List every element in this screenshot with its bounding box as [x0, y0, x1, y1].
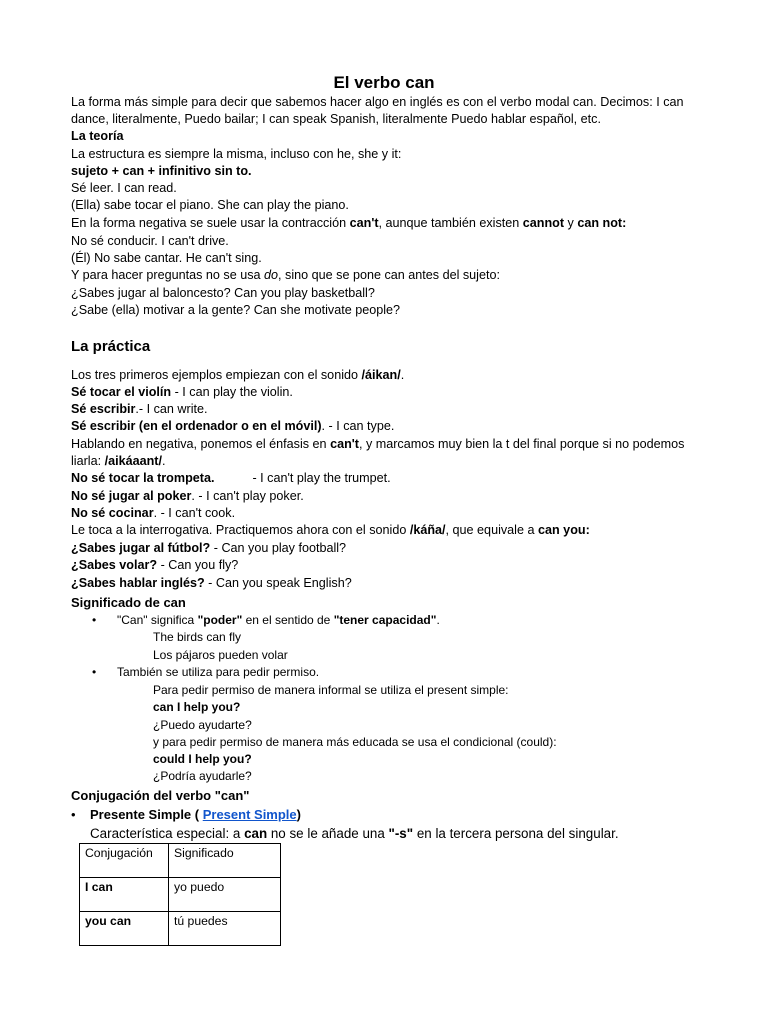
practica-line-13: ¿Sabes hablar inglés? - Can you speak English?	[71, 576, 352, 590]
significado-example-2: Los pájaros pueden volar	[153, 648, 288, 662]
table-row	[80, 878, 281, 912]
practica-line-8: No sé jugar al poker. - I can't play poker.	[71, 489, 304, 503]
bullet-icon: •	[71, 807, 76, 822]
teoria-line-1: La estructura es siempre la misma, incluso con he, she y it:	[71, 147, 402, 161]
table-cell: yo puedo	[169, 878, 281, 912]
teoria-example-5: ¿Sabes jugar al baloncesto? Can you play basketball?	[71, 286, 375, 300]
significado-bullet-1: "Can" significa "poder" en el sentido de "tener capacidad".	[117, 613, 440, 627]
table-header-cell: Conjugación	[80, 844, 169, 878]
teoria-example-6: ¿Sabe (ella) motivar a la gente? Can she motivate people?	[71, 303, 401, 317]
permiso-line-4: y para pedir permiso de manera más educada se usa el condicional (could):	[153, 735, 557, 749]
significado-bullet-2: También se utiliza para pedir permiso.	[117, 665, 320, 679]
practica-line-5: Hablando en negativa, ponemos el énfasis en can't, y marcamos muy bien la t del final porque si no podemos	[71, 437, 685, 451]
practica-heading: La práctica	[71, 338, 151, 355]
teoria-example-1: Sé leer. I can read.	[71, 181, 177, 195]
teoria-heading: La teoría	[71, 129, 124, 143]
presente-simple-item: Presente Simple ( Present Simple)	[90, 807, 301, 822]
teoria-example-2: (Ella) sabe tocar el piano. She can play the piano.	[71, 198, 349, 212]
conjugation-table	[79, 843, 281, 946]
practica-line-11: ¿Sabes jugar al fútbol? - Can you play football?	[71, 541, 347, 555]
teoria-example-4: (Él) No sabe cantar. He can't sing.	[71, 251, 262, 265]
teoria-question-rule: Y para hacer preguntas no se usa do, sino que se pone can antes del sujeto:	[71, 268, 500, 282]
permiso-line-3: ¿Puedo ayudarte?	[153, 718, 252, 732]
practica-line-10: Le toca a la interrogativa. Practiquemos ahora con el sonido /káña/, que equivale a can you:	[71, 523, 590, 537]
practica-line-12: ¿Sabes volar? - Can you fly?	[71, 558, 239, 572]
permiso-line-2: can I help you?	[153, 700, 241, 714]
practica-line-1: Los tres primeros ejemplos empiezan con el sonido /áikan/.	[71, 368, 405, 382]
practica-line-9: No sé cocinar. - I can't cook.	[71, 506, 236, 520]
intro-line-2: dance, literalmente, Puedo bailar; I can speak Spanish, literalmente Puedo hablar español, etc.	[71, 112, 601, 126]
table-header-row	[80, 844, 281, 878]
significado-heading: Significado de can	[71, 595, 186, 610]
teoria-example-3: No sé conducir. I can't drive.	[71, 234, 229, 248]
practica-line-3: Sé escribir.- I can write.	[71, 402, 208, 416]
conjugacion-heading: Conjugación del verbo "can"	[71, 788, 250, 803]
intro-line-1: La forma más simple para decir que sabemos hacer algo en inglés es con el verbo modal can. Decimos: I can	[71, 95, 684, 109]
table-row	[80, 912, 281, 946]
page-title: El verbo can	[333, 73, 435, 92]
teoria-negative-rule: En la forma negativa se suele usar la contracción can't, aunque también existen cannot y can not:	[71, 216, 627, 230]
permiso-line-1: Para pedir permiso de manera informal se utiliza el present simple:	[153, 683, 509, 697]
bullet-icon: •	[92, 665, 97, 679]
teoria-formula: sujeto + can + infinitivo sin to.	[71, 164, 252, 178]
table-header-cell: Significado	[169, 844, 281, 878]
practica-line-2: Sé tocar el violín - I can play the violin.	[71, 385, 293, 399]
present-simple-link[interactable]: Present Simple	[202, 807, 297, 822]
practica-line-6: liarla: /aikáaant/.	[71, 454, 166, 468]
table-cell: tú puedes	[169, 912, 281, 946]
bullet-icon: •	[92, 613, 97, 627]
table-cell: I can	[80, 878, 169, 912]
permiso-line-6: ¿Podría ayudarle?	[153, 769, 252, 783]
caracteristica-especial: Característica especial: a can no se le añade una "-s" en la tercera persona del singular.	[90, 826, 619, 841]
practica-line-7: No sé tocar la trompeta. - I can't play the trumpet.	[71, 471, 391, 485]
practica-line-4: Sé escribir (en el ordenador o en el móvil). - I can type.	[71, 419, 395, 433]
significado-example-1: The birds can fly	[153, 630, 242, 644]
table-cell: you can	[80, 912, 169, 946]
permiso-line-5: could I help you?	[153, 752, 252, 766]
